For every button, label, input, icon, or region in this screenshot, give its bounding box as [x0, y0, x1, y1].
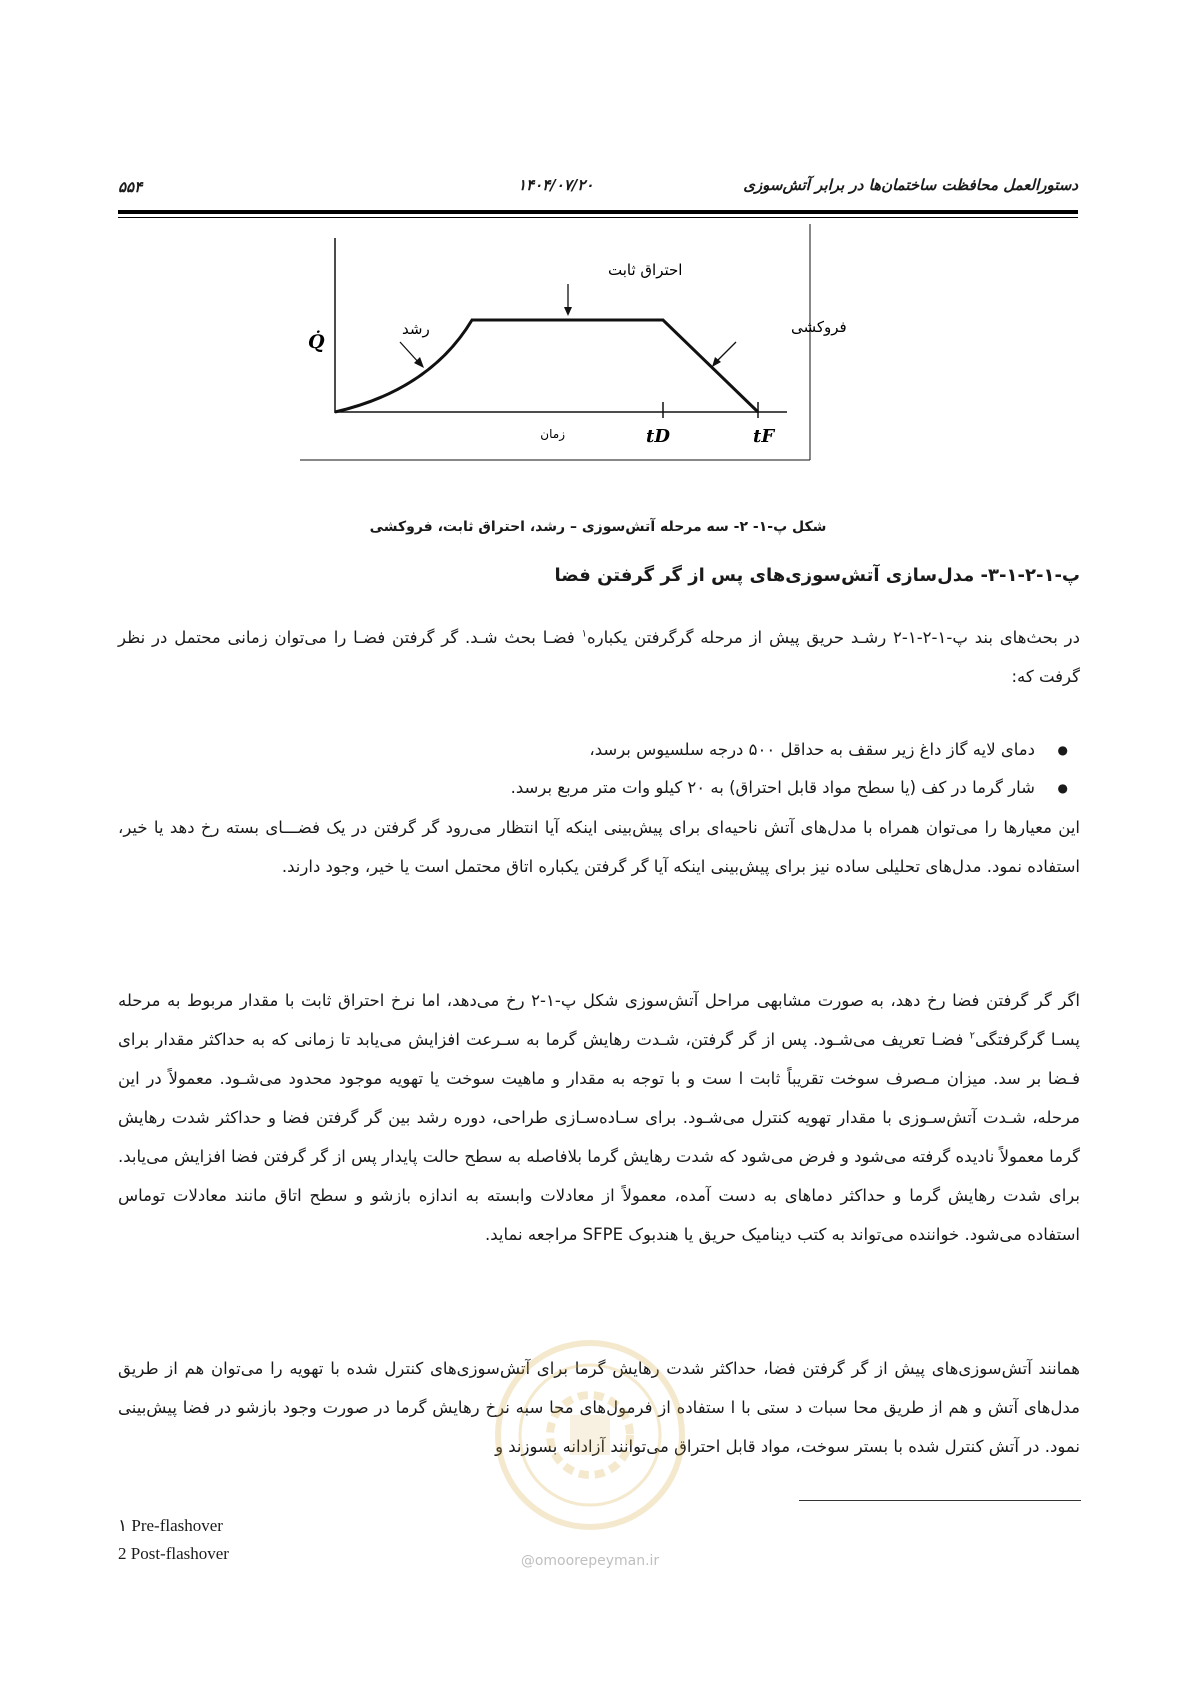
paragraph-post-flashover [118, 981, 1080, 1254]
footnote-1: ۱ Pre-flashover [118, 1516, 223, 1535]
page-number: ۵۵۴ [118, 178, 143, 196]
paragraph-criteria-models: این معیارها را می‌توان همراه با مدل‌های آتش ناحیه‌ای برای پیش‌بینی اینکه آیا انتظار می‌رود گر گرفتن در یک فضـــای بسته رخ دهد یا خیر، استفاده نمود. مدل‌های تحلیلی ساده نیز برای پیش‌بینی اینکه آیا گر گرفتن یکباره اتاق محتمل است یا خیر، وجود دارند. [118, 818, 1080, 876]
watermark-site: @omoorepeyman.ir [520, 1553, 660, 1569]
figure-caption: شکل پ-۱- ۲- سه مرحله آتش‌سوزی – رشد، احتراق ثابت، فروکشی [369, 519, 827, 535]
page-header [118, 172, 1078, 202]
header-rule-thick [118, 210, 1078, 214]
header-rule-thin [118, 217, 1078, 218]
criteria-list [118, 731, 1080, 807]
footnote-2: 2 Post-flashover [118, 1544, 229, 1563]
footnote-rule [799, 1500, 1081, 1501]
list-item: ● شار گرما در کف (یا سطح مواد قابل احتراق) به ۲۰ کیلو وات متر مربع برسد. [118, 769, 1080, 807]
section-heading: پ-۱-۲-۱-۳- مدل‌سازی آتش‌سوزی‌های پس از گر گرفتن فضا [554, 565, 1080, 586]
y-axis-label: Q̇ [308, 331, 325, 353]
tf-label: tF [753, 426, 775, 447]
growth-label: رشد [402, 320, 430, 338]
fire-curve [335, 320, 758, 412]
footnotes [118, 1512, 229, 1568]
header-date: ۱۴۰۴/۰۷/۲۰ [518, 176, 594, 194]
x-axis-label: زمان [540, 427, 565, 441]
footnote-ref-1: ۱ [581, 628, 587, 640]
watermark-seal [490, 1335, 690, 1535]
intro-text-rest: فضـا بحث شـد. گر گرفتن فضـا را می‌توان زمانی محتمل در نظر گرفت که: [118, 628, 1080, 686]
steady-label: احتراق ثابت [608, 261, 683, 279]
intro-text: در بحث‌های بند پ-۱-۲-۱-۲ رشـد حریق پیش از مرحله گرگرفتن یکباره [586, 628, 1080, 647]
para2-text-rest: فضـا تعریف می‌شـود. پس از گر گرفتن، شـدت رهایش گرما به سـرعت افزایش می‌یابد تا زمانی که به حداکثر مقدار برای فـضا بر سد. میزان مـصرف سوخت تقریباً ثابت ا ست و با توجه به مقدار و ماهیت سوخت یا تهویه موجود محدود می‌شـود. معمولاً در این مرحله، شـدت آتش‌سـوزی با مقدار تهویه کنترل می‌شـود. برای سـاده‌سـازی طراحی، دوره رشد بین گر گرفتن فضا و حداکثر شدت رهایش گرما معمولاً نادیده گرفته می‌شود و فرض می‌شود که شدت رهایش گرما بلافاصله به سطح حالت پایدار پس از گر گرفتن فضا افزایش می‌یابد. برای شدت رهایش گرما و حداکثر دماهای به دست آمده، معمولاً از معادلات وابسته به اندازه بازشو و سطح اتاق مانند معادلات توماس استفاده می‌شود. خواننده می‌تواند به کتب دینامیک حریق یا هندبوک SFPE مراجعه نماید. [118, 1030, 1080, 1244]
paragraph-ventilation-control: همانند آتش‌سوزی‌های پیش از گر گرفتن فضا، حداکثر شدت رهایش گرما برای آتش‌سوزی‌های کنترل شده با تهویه را می‌توان هم از طریق مدل‌های آتش و هم از طریق محا سبات د ستی با ا ستفاده از فرمول‌های محا سبه نرخ رهایش گرما در صورت وجود بازشو در فضا پیش‌بینی نمود. در آتش کنترل شده با بستر سوخت، مواد قابل احتراق می‌توانند آزادانه بسوزند و [118, 1359, 1080, 1456]
steady-arrowhead [564, 307, 572, 316]
fire-stages-diagram [308, 238, 880, 500]
running-title: دستورالعمل محافظت ساختمان‌ها در برابر آتش‌سوزی [743, 176, 1078, 194]
intro-paragraph [118, 618, 1080, 696]
td-label: tD [646, 426, 670, 447]
footnote-ref-2: ۲ [969, 1030, 975, 1042]
para2-text: اگر گر گرفتن فضا رخ دهد، به صورت مشابهی مراحل آتش‌سوزی شکل پ-۱-۲ رخ می‌دهد، اما نرخ احتراق ثابت با مقدار مربوط به مرحله پسـا گرگرفتگی [118, 991, 1080, 1049]
decay-label: فروکشی [791, 318, 847, 336]
list-item: ● دمای لایه گاز داغ زیر سقف به حداقل ۵۰۰ درجه سلسیوس برسد، [118, 731, 1080, 769]
decay-arrow [716, 342, 736, 362]
